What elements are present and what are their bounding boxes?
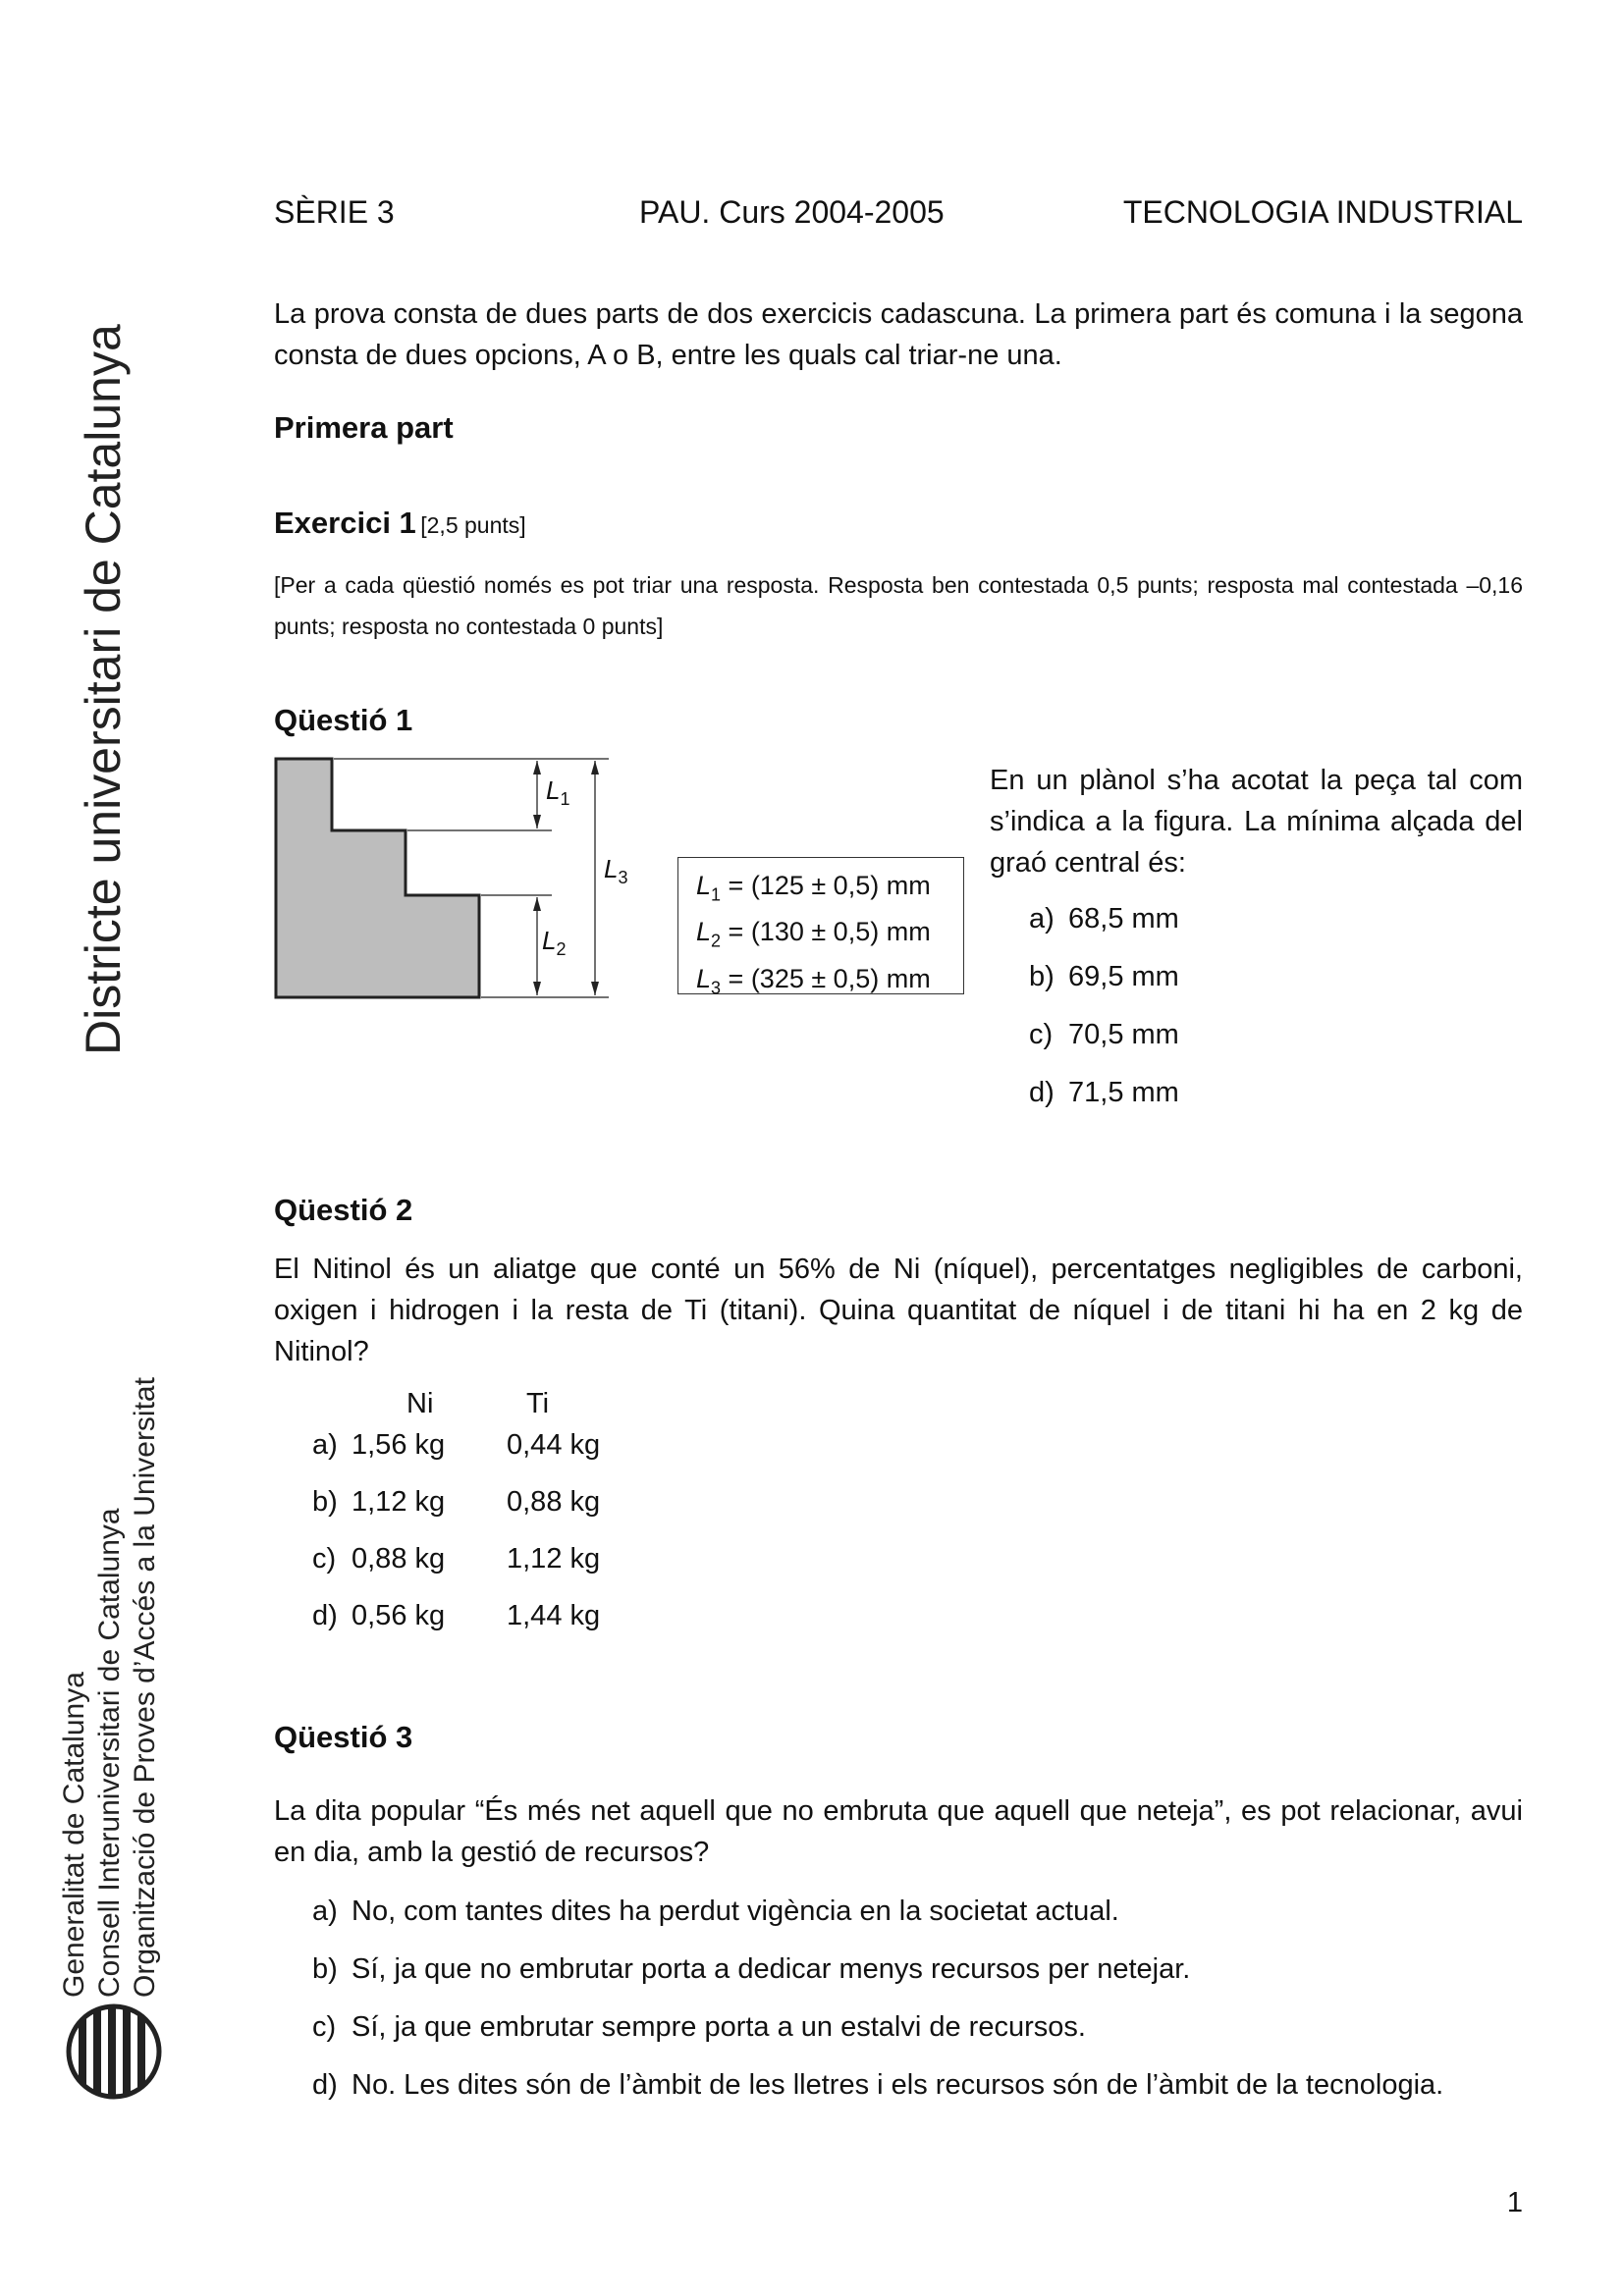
q2-title: Qüestió 2	[274, 1193, 413, 1227]
exercise-note: [Per a cada qüestió només es pot triar una resposta. Resposta ben contestada 0,5 punts; resposta mal contestada –0,16 punts; resposta no contestada 0 punts]	[274, 572, 1523, 639]
sidebar-org-block	[57, 1360, 163, 1998]
q1-option-b: b) 69,5 mm	[1029, 961, 1179, 992]
q2-options-table	[312, 1388, 600, 1657]
org-line-consell: Consell Interuniversitari de Catalunya	[93, 1508, 126, 1998]
subject-label: TECNOLOGIA INDUSTRIAL	[1122, 194, 1523, 230]
q1-option-c: c) 70,5 mm	[1029, 1019, 1179, 1050]
part-title: Primera part	[274, 410, 454, 445]
org-line-organitzacio: Organització de Proves d’Accés a la Universitat	[129, 1377, 161, 1998]
q3-option-b: b) Sí, ja que no embrutar porta a dedicar menys recursos per netejar.	[312, 1953, 1191, 1985]
generalitat-logo	[65, 2002, 163, 2101]
tolerance-box	[677, 857, 964, 998]
tolerance-l3: $L_3 = (325 \pm 0,5)$ mm	[696, 963, 931, 998]
q3-option-c: c) Sí, ja que embrutar sempre porta a un estalvi de recursos.	[312, 2011, 1086, 2043]
q1-text: En un plànol s’ha acotat la peça tal com s’indica a la figura. La mínima alçada del graó central és:	[990, 765, 1523, 879]
q2-option-c: c) 0,88 kg 1,12 kg	[312, 1543, 601, 1575]
sidebar-district: Districte universitari de Catalunya	[76, 324, 131, 1055]
course-label: PAU. Curs 2004-2005	[639, 194, 945, 230]
exercise-title: Exercici 1	[274, 506, 416, 540]
exercise-heading	[274, 506, 526, 541]
q1-option-d: d) 71,5 mm	[1029, 1077, 1179, 1108]
tolerance-l1: $L_1 = (125 \pm 0,5)$ mm	[696, 871, 931, 905]
label-l2: $L_2$	[542, 926, 567, 960]
series-label: SÈRIE 3	[274, 194, 395, 230]
q2-text: El Nitinol és un aliatge que conté un 56% de Ni (níquel), percentatges negligibles de carboni, oxigen i hidrogen i la resta de Ti (titani). Quina quantitat de níquel i de titani hi ha en 2 kg de Nitinol?	[274, 1254, 1523, 1367]
label-l3: $L_3$	[604, 854, 628, 888]
q3-text: La dita popular “És més net aquell que no embruta que aquell que neteja”, es pot relacionar, avui en dia, amb la gestió de recursos?	[274, 1795, 1523, 1868]
col-ni: Ni	[406, 1388, 434, 1419]
col-ti: Ti	[526, 1388, 550, 1419]
q3-option-d: d) No. Les dites són de l’àmbit de les lletres i els recursos són de l’àmbit de la tecnologia.	[312, 2069, 1444, 2101]
exercise-points: [2,5 punts]	[420, 512, 526, 538]
q1-option-a: a) 68,5 mm	[1029, 903, 1179, 934]
q2-header-row	[312, 1388, 600, 1429]
q3-option-a: a) No, com tantes dites ha perdut vigència en la societat actual.	[312, 1896, 1119, 1927]
tolerance-l2: $L_2 = (130 \pm 0,5)$ mm	[696, 917, 931, 951]
q2-option-b: b) 1,12 kg 0,88 kg	[312, 1486, 601, 1518]
intro-paragraph: La prova consta de dues parts de dos exercicis cadascuna. La primera part és comuna i la segona consta de dues opcions, A o B, entre les quals cal triar-ne una.	[274, 298, 1523, 371]
q2-option-a: a) 1,56 kg 0,44 kg	[312, 1429, 601, 1461]
stepped-part-shape	[276, 759, 479, 997]
page-number: 1	[1506, 2187, 1523, 2218]
q1-title: Qüestió 1	[274, 703, 413, 737]
org-line-generalitat: Generalitat de Catalunya	[58, 1672, 90, 1998]
label-l1: $L_1$	[546, 775, 570, 810]
q3-title: Qüestió 3	[274, 1720, 413, 1754]
q2-option-d: d) 0,56 kg 1,44 kg	[312, 1600, 601, 1631]
